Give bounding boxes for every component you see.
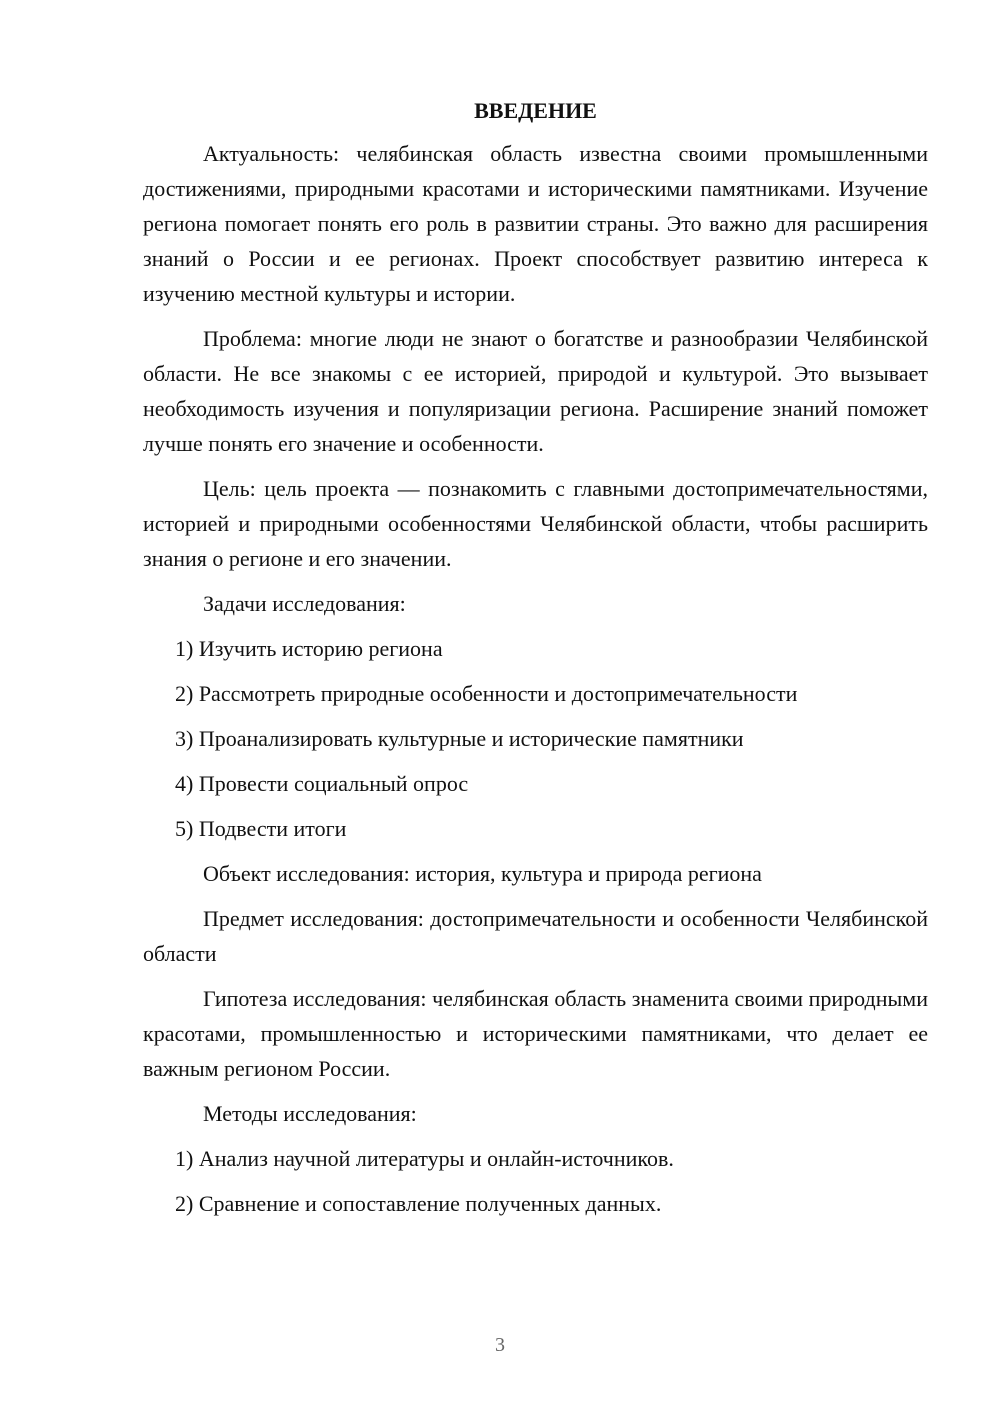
goal-paragraph: Цель: цель проекта — познакомить с главными достопримечательностями, историей и природными особенностями Челябинской области, чтобы расширить знания о регионе и его значении. [143,476,928,571]
page-number: 3 [495,1334,505,1356]
task-item: 1) Изучить историю региона [175,636,443,661]
task-item: 2) Рассмотреть природные особенности и достопримечательности [175,681,798,706]
methods-heading: Методы исследования: [203,1101,417,1126]
hypothesis-paragraph: Гипотеза исследования: челябинская область знаменита своими природными красотами, промышленностью и историческими памятниками, что делает ее важным регионом России. [143,986,928,1081]
page-content [143,96,928,1231]
problem-paragraph: Проблема: многие люди не знают о богатстве и разнообразии Челябинской области. Не все знакомы с ее историей, природой и культурой. Это вызывает необходимость изучения и популяризации региона. Расширение знаний поможет лучше понять его значение и особенности. [143,326,928,456]
method-item: 2) Сравнение и сопоставление полученных данных. [175,1191,662,1216]
relevance-paragraph: Актуальность: челябинская область известна своими промышленными достижениями, природными красотами и историческими памятниками. Изучение региона помогает понять его роль в развитии страны. Это важно для расширения знаний о России и ее регионах. Проект способствует развитию интереса к изучению местной культуры и истории. [143,141,928,306]
task-item: 4) Провести социальный опрос [175,771,469,796]
page-title: ВВЕДЕНИЕ [474,98,597,123]
object-paragraph: Объект исследования: история, культура и природа региона [203,861,762,886]
task-item: 3) Проанализировать культурные и исторические памятники [175,726,744,751]
method-item: 1) Анализ научной литературы и онлайн-источников. [175,1146,674,1171]
subject-paragraph: Предмет исследования: достопримечательности и особенности Челябинской области [143,906,928,966]
task-item: 5) Подвести итоги [175,816,347,841]
tasks-heading: Задачи исследования: [203,591,406,616]
